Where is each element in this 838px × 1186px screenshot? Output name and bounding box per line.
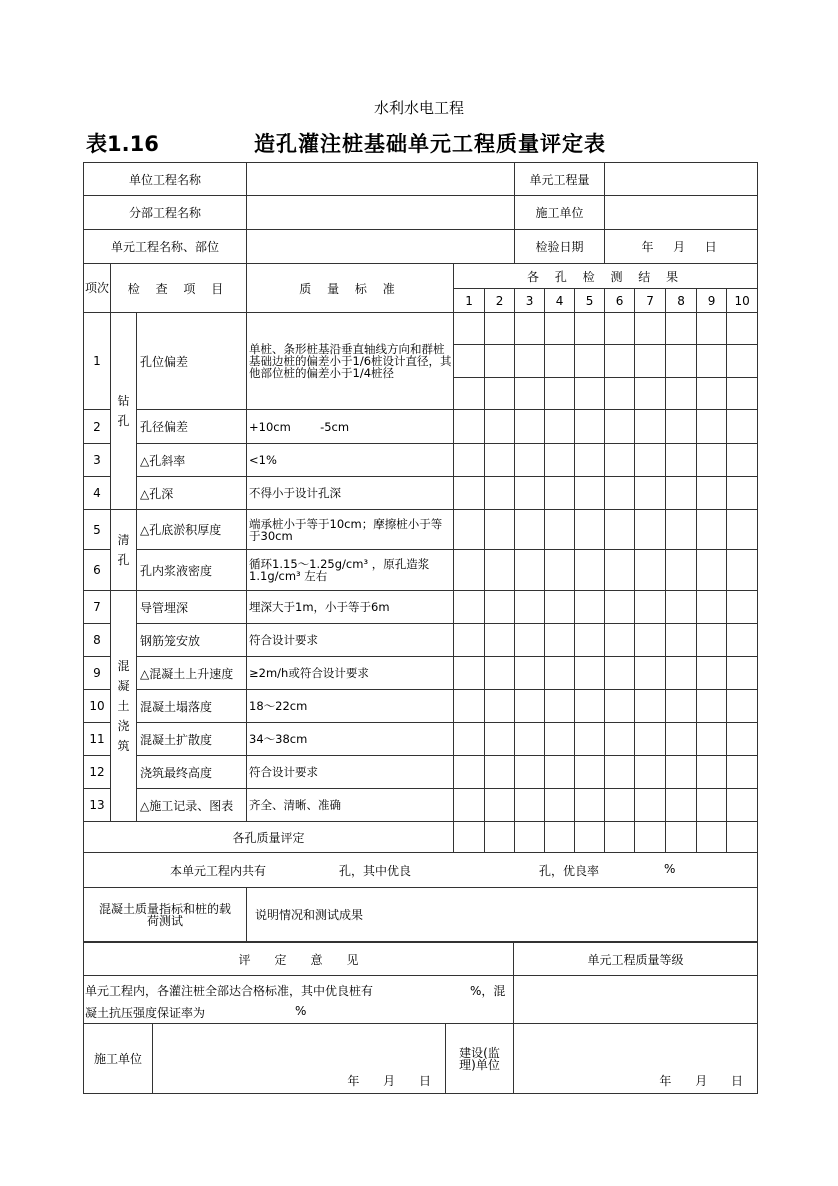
table-row (84, 591, 758, 624)
result-cell[interactable] (697, 313, 727, 345)
result-cell[interactable] (515, 690, 545, 723)
result-cell[interactable] (454, 657, 485, 690)
hole-count-text: 孔，其中优良 (339, 864, 412, 878)
result-cell[interactable] (666, 510, 697, 550)
result-cell[interactable] (697, 591, 727, 624)
result-cell[interactable] (605, 690, 635, 723)
opinion-line1: 单元工程内，各灌注桩全部达合格标准，其中优良桩有 (85, 984, 374, 998)
result-cell[interactable] (485, 510, 515, 550)
result-cell[interactable] (545, 510, 575, 550)
quality-standard: 单桩、条形桩基沿垂直轴线方向和群桩基础边桩的偏差小于1/6桩设计直径，其他部位桩的偏差小于1/4桩径 (247, 313, 454, 410)
result-cell[interactable] (635, 378, 666, 410)
result-cell[interactable] (454, 789, 485, 822)
group-cell (111, 510, 137, 591)
item-no: 5 (84, 510, 111, 550)
result-cell[interactable] (515, 550, 545, 591)
result-cell[interactable] (666, 444, 697, 477)
result-cell[interactable] (635, 510, 666, 550)
result-cell[interactable] (515, 723, 545, 756)
result-cell[interactable] (485, 378, 515, 410)
owner-sign-date: 年 月 日 (659, 1074, 754, 1088)
result-cell[interactable] (485, 550, 515, 591)
check-item: △混凝土上升速度 (137, 657, 247, 690)
item-no: 6 (84, 550, 111, 591)
unit-project-name-label: 单位工程名称 (84, 163, 247, 196)
result-cell[interactable] (454, 550, 485, 591)
opinion-line2-suffix: % (295, 1004, 307, 1018)
table-row (84, 477, 758, 510)
result-cell[interactable] (575, 510, 605, 550)
result-cell[interactable] (666, 410, 697, 444)
result-cell[interactable] (635, 789, 666, 822)
result-cell[interactable] (485, 624, 515, 657)
result-cell[interactable] (727, 657, 758, 690)
result-cell[interactable] (605, 313, 635, 345)
result-cell[interactable] (697, 510, 727, 550)
result-cell[interactable] (635, 550, 666, 591)
result-cell[interactable] (635, 410, 666, 444)
hole-number-header: 10 (727, 289, 758, 313)
result-cell[interactable] (485, 756, 515, 789)
result-cell[interactable] (575, 756, 605, 789)
result-cell[interactable] (666, 624, 697, 657)
group-label-char: 凝 (117, 679, 130, 693)
result-cell[interactable] (485, 723, 515, 756)
group-label (111, 530, 136, 570)
check-item: 孔径偏差 (137, 410, 247, 444)
result-cell[interactable] (635, 444, 666, 477)
result-cell[interactable] (727, 690, 758, 723)
table-row (84, 624, 758, 657)
result-cell[interactable] (697, 657, 727, 690)
result-cell[interactable] (635, 477, 666, 510)
hole-quality-cell[interactable] (727, 822, 758, 853)
result-cell[interactable] (454, 444, 485, 477)
quality-standard-header: 质 量 标 准 (247, 264, 454, 313)
result-cell[interactable] (454, 378, 485, 410)
item-no: 11 (84, 723, 111, 756)
result-cell[interactable] (605, 789, 635, 822)
check-item: 孔位偏差 (137, 313, 247, 410)
quality-standard: 34～38cm (247, 723, 454, 756)
quality-standard: 齐全、清晰、准确 (247, 789, 454, 822)
item-no: 12 (84, 756, 111, 789)
table-row (84, 313, 758, 345)
division-project-name-label: 分部工程名称 (84, 196, 247, 230)
result-cell[interactable] (666, 591, 697, 624)
division-project-name-field[interactable] (247, 196, 515, 230)
unit-quantity-field[interactable] (605, 163, 758, 196)
result-cell[interactable] (727, 510, 758, 550)
result-cell[interactable] (666, 345, 697, 378)
result-cell[interactable] (605, 345, 635, 378)
result-cell[interactable] (697, 345, 727, 378)
hole-number-header: 3 (515, 289, 545, 313)
result-cell[interactable] (727, 313, 758, 345)
table-row (84, 756, 758, 789)
result-cell[interactable] (454, 756, 485, 789)
result-cell[interactable] (575, 723, 605, 756)
table-row (84, 550, 758, 591)
table-row (84, 657, 758, 690)
result-cell[interactable] (727, 624, 758, 657)
item-no: 1 (84, 313, 111, 410)
result-cell[interactable] (575, 789, 605, 822)
hole-quality-label: 各孔质量评定 (84, 822, 454, 853)
hole-quality-cell[interactable] (697, 822, 727, 853)
result-cell[interactable] (485, 789, 515, 822)
result-cell[interactable] (454, 510, 485, 550)
check-item-header: 检 查 项 目 (111, 264, 247, 313)
quality-assessment-table (83, 162, 758, 942)
group-label-char: 钻 (117, 394, 130, 408)
concrete-test-label: 混凝土质量指标和桩的载荷测试 (84, 888, 247, 942)
opinion-header: 评 定 意 见 (84, 943, 514, 976)
result-cell[interactable] (575, 550, 605, 591)
result-cell[interactable] (515, 624, 545, 657)
quality-standard: 符合设计要求 (247, 624, 454, 657)
result-cell[interactable] (485, 444, 515, 477)
inspection-date-value: 年 月 日 (641, 240, 721, 254)
item-no: 13 (84, 789, 111, 822)
result-cell[interactable] (727, 378, 758, 410)
result-cell[interactable] (727, 591, 758, 624)
concrete-test-description[interactable]: 说明情况和测试成果 (247, 888, 758, 942)
hole-number-header: 9 (697, 289, 727, 313)
result-cell[interactable] (485, 591, 515, 624)
hole-quality-cell[interactable] (666, 822, 697, 853)
hole-number-header: 7 (635, 289, 666, 313)
hole-number-header: 5 (575, 289, 605, 313)
hole-count-summary (84, 853, 758, 888)
result-cell[interactable] (454, 313, 485, 345)
result-cell[interactable] (605, 477, 635, 510)
check-item: 孔内浆液密度 (137, 550, 247, 591)
result-cell[interactable] (635, 657, 666, 690)
group-label (111, 391, 136, 431)
result-cell[interactable] (727, 756, 758, 789)
table-row (84, 444, 758, 477)
group-label-char: 混 (117, 659, 130, 673)
result-cell[interactable] (727, 789, 758, 822)
result-cell[interactable] (575, 410, 605, 444)
inspection-date-field[interactable] (605, 230, 758, 264)
result-cell[interactable] (485, 477, 515, 510)
check-item: 混凝土塌落度 (137, 690, 247, 723)
result-cell[interactable] (697, 756, 727, 789)
group-label-char: 孔 (117, 414, 130, 428)
owner-sign-field[interactable] (514, 1024, 758, 1094)
unit-project-name-field[interactable] (247, 163, 515, 196)
result-cell[interactable] (454, 345, 485, 378)
result-cell[interactable] (605, 723, 635, 756)
result-cell[interactable] (545, 378, 575, 410)
table-row (84, 690, 758, 723)
hole-count-text: % (664, 862, 676, 876)
result-cell[interactable] (575, 624, 605, 657)
result-cell[interactable] (697, 444, 727, 477)
result-cell[interactable] (515, 591, 545, 624)
result-cell[interactable] (515, 477, 545, 510)
result-cell[interactable] (605, 378, 635, 410)
item-no: 3 (84, 444, 111, 477)
quality-standard: 不得小于设计孔深 (247, 477, 454, 510)
result-cell[interactable] (575, 657, 605, 690)
quality-standard: ≥2m/h或符合设计要求 (247, 657, 454, 690)
result-cell[interactable] (575, 313, 605, 345)
construction-unit-sign-field[interactable] (153, 1024, 446, 1094)
table-number: 表1.16 (86, 132, 159, 156)
grade-header: 单元工程质量等级 (514, 943, 758, 976)
result-cell[interactable] (485, 345, 515, 378)
result-cell[interactable] (575, 591, 605, 624)
result-cell[interactable] (666, 756, 697, 789)
item-no: 8 (84, 624, 111, 657)
construction-unit-sign-label: 施工单位 (84, 1024, 153, 1094)
result-cell[interactable] (727, 477, 758, 510)
result-cell[interactable] (515, 657, 545, 690)
group-label-char: 清 (117, 533, 130, 547)
group-label-char: 土 (117, 699, 130, 713)
hole-number-header: 2 (485, 289, 515, 313)
item-no-header: 项次 (84, 264, 111, 313)
quality-standard: 端承桩小于等于10cm；摩擦桩小于等于30cm (247, 510, 454, 550)
opinion-text[interactable] (84, 976, 514, 1024)
group-label-char: 浇 (117, 719, 130, 733)
result-cell[interactable] (575, 345, 605, 378)
element-name-label: 单元工程名称、部位 (84, 230, 247, 264)
item-no: 10 (84, 690, 111, 723)
result-cell[interactable] (454, 624, 485, 657)
result-cell[interactable] (697, 410, 727, 444)
result-cell[interactable] (485, 410, 515, 444)
results-header: 各 孔 检 测 结 果 (454, 264, 758, 289)
table-row (84, 723, 758, 756)
result-cell[interactable] (605, 410, 635, 444)
hole-quality-cell[interactable] (635, 822, 666, 853)
result-cell[interactable] (666, 550, 697, 591)
assessment-table (83, 942, 758, 1094)
result-cell[interactable] (697, 550, 727, 591)
result-cell[interactable] (545, 657, 575, 690)
result-cell[interactable] (545, 477, 575, 510)
inspection-date-label: 检验日期 (515, 230, 605, 264)
hole-quality-cell[interactable] (454, 822, 485, 853)
result-cell[interactable] (454, 477, 485, 510)
hole-number-header: 1 (454, 289, 485, 313)
result-cell[interactable] (697, 690, 727, 723)
opinion-line2: 凝土抗压强度保证率为 (85, 1006, 206, 1020)
result-cell[interactable] (605, 510, 635, 550)
item-no: 7 (84, 591, 111, 624)
result-cell[interactable] (575, 444, 605, 477)
result-cell[interactable] (545, 789, 575, 822)
check-item: △孔深 (137, 477, 247, 510)
result-cell[interactable] (515, 313, 545, 345)
result-cell[interactable] (575, 477, 605, 510)
result-cell[interactable] (635, 591, 666, 624)
result-cell[interactable] (605, 444, 635, 477)
result-cell[interactable] (515, 510, 545, 550)
hole-number-header: 4 (545, 289, 575, 313)
page-title: 造孔灌注桩基础单元工程质量评定表 (254, 132, 606, 156)
hole-quality-cell[interactable] (485, 822, 515, 853)
result-cell[interactable] (545, 591, 575, 624)
result-cell[interactable] (545, 444, 575, 477)
check-item: 钢筋笼安放 (137, 624, 247, 657)
quality-standard: 符合设计要求 (247, 756, 454, 789)
check-item: 导管埋深 (137, 591, 247, 624)
group-label-char: 孔 (117, 553, 130, 567)
result-cell[interactable] (545, 756, 575, 789)
construction-unit-label: 施工单位 (515, 196, 605, 230)
check-item: △孔斜率 (137, 444, 247, 477)
result-cell[interactable] (485, 313, 515, 345)
result-cell[interactable] (454, 690, 485, 723)
result-cell[interactable] (605, 756, 635, 789)
result-cell[interactable] (545, 345, 575, 378)
result-cell[interactable] (545, 410, 575, 444)
hole-quality-cell[interactable] (545, 822, 575, 853)
result-cell[interactable] (666, 313, 697, 345)
item-no: 9 (84, 657, 111, 690)
result-cell[interactable] (575, 378, 605, 410)
result-cell[interactable] (727, 410, 758, 444)
grade-field[interactable] (514, 976, 758, 1024)
hole-quality-cell[interactable] (515, 822, 545, 853)
result-cell[interactable] (515, 444, 545, 477)
hole-quality-cell[interactable] (605, 822, 635, 853)
result-cell[interactable] (666, 657, 697, 690)
result-cell[interactable] (635, 690, 666, 723)
result-cell[interactable] (485, 690, 515, 723)
result-cell[interactable] (515, 410, 545, 444)
unit-quantity-label: 单元工程量 (515, 163, 605, 196)
construction-sign-date: 年 月 日 (347, 1074, 441, 1088)
check-item: △孔底淤积厚度 (137, 510, 247, 550)
hole-count-text: 本单元工程内共有 (170, 864, 267, 878)
result-cell[interactable] (697, 624, 727, 657)
group-cell (111, 313, 137, 510)
opinion-line1-suffix: %，混 (470, 984, 506, 998)
result-cell[interactable] (727, 723, 758, 756)
result-cell[interactable] (545, 723, 575, 756)
result-cell[interactable] (697, 789, 727, 822)
result-cell[interactable] (605, 591, 635, 624)
result-cell[interactable] (697, 723, 727, 756)
result-cell[interactable] (545, 550, 575, 591)
result-cell[interactable] (605, 657, 635, 690)
item-no: 4 (84, 477, 111, 510)
result-cell[interactable] (727, 550, 758, 591)
element-name-field[interactable] (247, 230, 515, 264)
result-cell[interactable] (515, 345, 545, 378)
quality-standard: <1% (247, 444, 454, 477)
hole-number-header: 8 (666, 289, 697, 313)
result-cell[interactable] (515, 789, 545, 822)
item-no: 2 (84, 410, 111, 444)
result-cell[interactable] (727, 444, 758, 477)
quality-standard: 埋深大于1m，小于等于6m (247, 591, 454, 624)
construction-unit-field[interactable] (605, 196, 758, 230)
result-cell[interactable] (515, 756, 545, 789)
hole-number-header: 6 (605, 289, 635, 313)
result-cell[interactable] (635, 756, 666, 789)
group-label-char: 筑 (117, 739, 130, 753)
result-cell[interactable] (666, 477, 697, 510)
result-cell[interactable] (635, 313, 666, 345)
result-cell[interactable] (666, 378, 697, 410)
quality-standard: 循环1.15～1.25g/cm³ ，原孔造浆1.1g/cm³ 左右 (247, 550, 454, 591)
result-cell[interactable] (545, 690, 575, 723)
result-cell[interactable] (454, 723, 485, 756)
result-cell[interactable] (545, 313, 575, 345)
result-cell[interactable] (666, 723, 697, 756)
result-cell[interactable] (575, 690, 605, 723)
group-label (111, 656, 136, 756)
result-cell[interactable] (515, 378, 545, 410)
table-row (84, 789, 758, 822)
result-cell[interactable] (485, 657, 515, 690)
result-cell[interactable] (454, 591, 485, 624)
result-cell[interactable] (605, 550, 635, 591)
result-cell[interactable] (635, 624, 666, 657)
check-item: △施工记录、图表 (137, 789, 247, 822)
table-row (84, 410, 758, 444)
check-item: 混凝土扩散度 (137, 723, 247, 756)
result-cell[interactable] (727, 345, 758, 378)
result-cell[interactable] (454, 410, 485, 444)
check-item: 浇筑最终高度 (137, 756, 247, 789)
result-cell[interactable] (605, 624, 635, 657)
result-cell[interactable] (666, 690, 697, 723)
quality-standard: +10cm -5cm (247, 410, 454, 444)
result-cell[interactable] (697, 378, 727, 410)
result-cell[interactable] (697, 477, 727, 510)
table-row (84, 510, 758, 550)
result-cell[interactable] (545, 624, 575, 657)
owner-sign-label: 建设(监理)单位 (446, 1024, 514, 1094)
result-cell[interactable] (666, 789, 697, 822)
result-cell[interactable] (635, 345, 666, 378)
hole-quality-cell[interactable] (575, 822, 605, 853)
group-cell (111, 591, 137, 822)
hole-count-text: 孔，优良率 (539, 864, 600, 878)
category-label: 水利水电工程 (373, 99, 464, 117)
quality-standard: 18～22cm (247, 690, 454, 723)
result-cell[interactable] (635, 723, 666, 756)
